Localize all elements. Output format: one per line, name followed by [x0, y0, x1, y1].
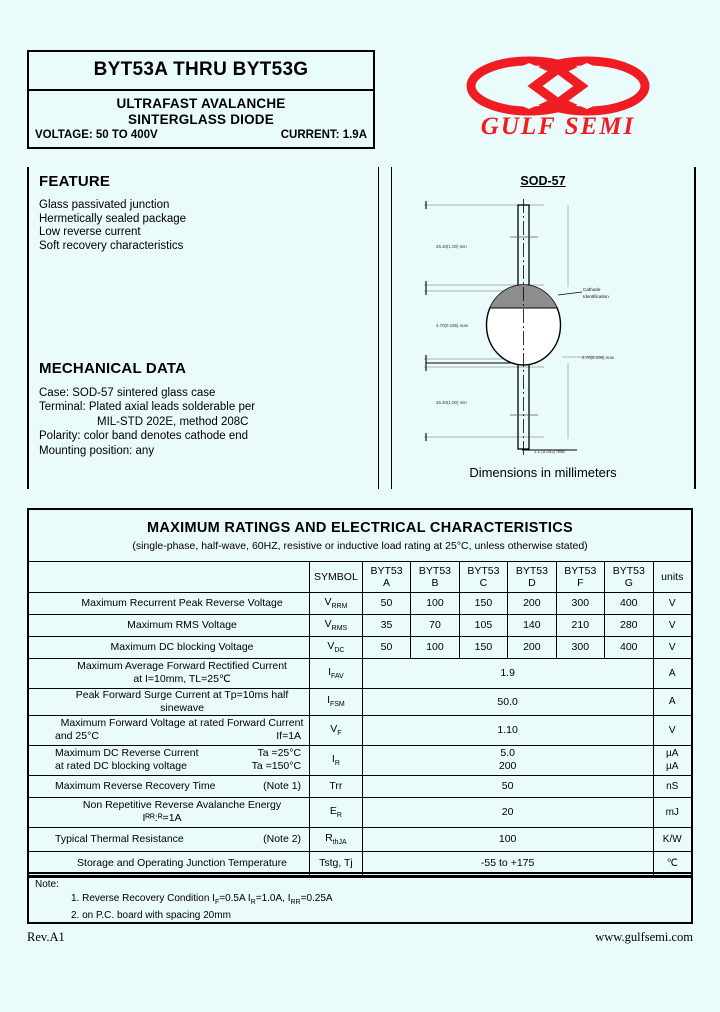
row-value: 150: [459, 636, 507, 658]
note-1-mid-2: =1.0A, I: [255, 892, 291, 904]
product-description: [29, 91, 373, 147]
symbol-base: I: [328, 665, 332, 678]
mechanical-item: Mounting position: any: [39, 444, 155, 457]
website-label[interactable]: www.gulfsemi.com: [595, 930, 693, 944]
col-part-a: [362, 562, 410, 592]
col-part-c-line2: C: [479, 576, 488, 589]
mechanical-item: Case: SOD-57 sintered glass case: [39, 387, 216, 399]
row-parameter-condition: If=1A: [276, 730, 302, 742]
row-value: 100: [411, 636, 459, 658]
row-unit: V: [653, 715, 691, 745]
row-symbol: [310, 827, 363, 851]
col-part-b-line2: B: [431, 576, 439, 589]
row-parameter-line1: Maximum DC Reverse Current: [55, 747, 199, 759]
row-symbol: [310, 797, 363, 827]
feature-item: Low reverse current: [39, 226, 141, 239]
col-part-a-line1: BYT53: [370, 564, 403, 577]
col-part-f-line2: F: [577, 576, 584, 589]
row-parameter-condition: Iᴿᴿ:ᴿ=1A: [142, 812, 182, 824]
row-value: 105: [459, 614, 507, 636]
notes-heading: Note:: [35, 879, 59, 890]
symbol-sub: RMS: [331, 625, 348, 633]
col-part-g-line1: BYT53: [612, 564, 645, 577]
feature-item: Soft recovery characteristics: [39, 239, 184, 252]
col-part-d: [508, 562, 556, 592]
symbol-base: E: [329, 804, 337, 817]
ratings-table-block: [27, 508, 693, 878]
table-row: [29, 614, 691, 636]
page-footer: [27, 930, 693, 945]
row-parameter: [29, 658, 310, 688]
row-value: 140: [508, 614, 556, 636]
mechanical-item: Polarity: color band denotes cathode end: [39, 430, 249, 443]
mechanical-data-list: [39, 386, 255, 458]
row-unit: [653, 745, 691, 775]
mid-section-right-border: [694, 167, 696, 489]
row-value: 400: [605, 592, 653, 614]
package-drawing-section: [392, 167, 694, 489]
symbol-sub: DC: [334, 647, 345, 655]
row-unit: V: [653, 636, 691, 658]
row-parameter: [29, 715, 310, 745]
col-part-b-line1: BYT53: [418, 564, 452, 577]
row-parameter-line2: at rated DC blocking voltage: [55, 760, 187, 772]
row-parameter-group: [55, 833, 309, 846]
note-1-sub-3: RR: [290, 898, 301, 906]
dim-lead-top-text: 25.40(1.00) min: [436, 244, 467, 249]
cathode-identification-label-line1: Cathode: [583, 287, 601, 292]
row-unit-2: µA: [666, 761, 679, 772]
col-part-g-line2: G: [624, 576, 633, 589]
row-parameter-line2: at I=10mm, TL=25℃: [133, 673, 231, 685]
mid-section: [27, 167, 695, 489]
row-symbol: [310, 745, 363, 775]
feature-list: [39, 199, 186, 253]
row-parameter-line1: Maximum Average Forward Rectified Current: [77, 660, 287, 672]
table-header-row: [29, 562, 691, 592]
row-parameter-line2-group: [55, 760, 309, 773]
feature-section: [39, 173, 186, 253]
dim-lead-bottom-text: 25.40(1.00) min: [436, 400, 467, 405]
company-logo: [452, 55, 664, 155]
note-item-2: 2. on P.C. board with spacing 20mm: [71, 910, 231, 921]
row-parameter-note: (Note 1): [263, 779, 302, 792]
note-1-sub-2: R: [250, 898, 256, 906]
row-value: 210: [556, 614, 604, 636]
row-value-span: 1.10: [362, 715, 653, 745]
description-line-2: SINTERGLASS DIODE: [128, 112, 274, 127]
ratings-header: [29, 510, 691, 562]
row-unit: nS: [653, 775, 691, 797]
row-unit: A: [653, 658, 691, 688]
mechanical-data-section: [39, 360, 255, 458]
row-unit: K/W: [653, 827, 691, 851]
table-row: [29, 745, 691, 775]
col-part-f: [556, 562, 604, 592]
row-parameter-text: Typical Thermal Resistance: [55, 832, 184, 845]
current-spec: CURRENT: 1.9A: [280, 129, 367, 141]
row-value-span: 100: [362, 827, 653, 851]
row-unit: V: [653, 592, 691, 614]
row-parameter-line1: Maximum Forward Voltage at rated Forward Current: [60, 717, 304, 729]
dim-body-length-text: 4.70(0.185) max: [436, 323, 468, 328]
row-value: 300: [556, 636, 604, 658]
symbol-sub: FSM: [329, 701, 345, 709]
symbol-sub: F: [337, 730, 342, 738]
revision-label: Rev.A1: [27, 930, 65, 944]
symbol-base: V: [330, 722, 338, 735]
description-line-1: ULTRAFAST AVALANCHE: [116, 96, 286, 111]
row-parameter-line2: and 25°C: [55, 730, 99, 742]
col-part-g: [605, 562, 653, 592]
mechanical-data-heading: MECHANICAL DATA: [39, 360, 187, 377]
row-value: 200: [508, 592, 556, 614]
col-part-c-line1: BYT53: [467, 564, 500, 577]
row-unit: ℃: [653, 851, 691, 875]
row-parameter-line1: Non Repetitive Reverse Avalanche Energy: [82, 799, 282, 811]
row-parameter: Peak Forward Surge Current at Tp=10ms half sinewave: [29, 688, 310, 715]
col-part-f-line1: BYT53: [564, 564, 597, 577]
row-parameter: Maximum DC blocking Voltage: [29, 636, 310, 658]
row-value-1: 5.0: [500, 747, 515, 759]
row-value-span: -55 to +175: [362, 851, 653, 875]
logo-text: GULF SEMI: [480, 113, 636, 140]
row-value: 400: [605, 636, 653, 658]
symbol-base: V: [324, 595, 332, 608]
note-1-end: =0.25A: [300, 892, 333, 904]
table-row: [29, 715, 691, 745]
row-value-span: 50.0: [362, 688, 653, 715]
col-parameter: [29, 562, 310, 592]
row-value-span: 1.9: [362, 658, 653, 688]
dim-body-diameter-text: 2.70(0.106) max: [582, 355, 614, 360]
row-value: 50: [362, 636, 410, 658]
ratings-title: MAXIMUM RATINGS AND ELECTRICAL CHARACTERISTICS: [147, 520, 573, 536]
note-1-mid-1: =0.5A I: [219, 892, 251, 904]
symbol-base: V: [327, 639, 335, 652]
table-row: [29, 775, 691, 797]
row-unit: A: [653, 688, 691, 715]
row-value: 50: [362, 592, 410, 614]
row-parameter-group: [55, 780, 309, 793]
row-value: 300: [556, 592, 604, 614]
note-1-sub-1: F: [214, 898, 220, 906]
sod-57-outline-drawing: [392, 191, 694, 463]
row-value-span: [362, 745, 653, 775]
title-box: [27, 50, 375, 149]
row-parameter: [29, 775, 310, 797]
col-symbol: SYMBOL: [310, 562, 363, 592]
row-parameter: Maximum Recurrent Peak Reverse Voltage: [29, 592, 310, 614]
col-part-c: [459, 562, 507, 592]
row-unit: mJ: [653, 797, 691, 827]
row-parameter: [29, 745, 310, 775]
row-value-span: 50: [362, 775, 653, 797]
row-unit: V: [653, 614, 691, 636]
symbol-base: I: [327, 694, 330, 707]
row-parameter-line1-group: [55, 747, 309, 760]
row-symbol: [310, 658, 363, 688]
symbol-sub: RRM: [331, 603, 348, 611]
table-row: [29, 797, 691, 827]
col-part-b: [411, 562, 459, 592]
row-symbol: [310, 592, 363, 614]
row-symbol: [310, 636, 363, 658]
title-block: [27, 50, 375, 149]
row-parameter-line2-group: [55, 730, 309, 743]
electrical-characteristics-table: [29, 562, 691, 876]
table-row: [29, 592, 691, 614]
row-parameter: [29, 827, 310, 851]
note-item-1: [35, 892, 691, 910]
row-parameter-text: Maximum Reverse Recovery Time: [55, 779, 216, 792]
mechanical-item: MIL-STD 202E, method 208C: [97, 415, 249, 428]
row-symbol: Trr: [310, 775, 363, 797]
ratings-condition: (single-phase, half-wave, 60HZ, resistive or inductive load rating at 25°C, unless otherwise stated): [132, 540, 588, 552]
feature-item: Glass passivated junction: [39, 199, 170, 211]
symbol-sub: FAV: [331, 673, 344, 681]
row-parameter-note: (Note 2): [263, 832, 302, 845]
row-symbol: Tstg, Tj: [310, 851, 363, 875]
notes-block: [27, 872, 693, 924]
symbol-base: I: [331, 752, 335, 765]
mechanical-item: Terminal: Plated axial leads solderable per: [39, 401, 256, 414]
row-symbol: [310, 688, 363, 715]
row-value: 70: [411, 614, 459, 636]
cathode-identification-label-line2: Identification: [583, 294, 609, 299]
row-unit-1: µA: [666, 748, 679, 759]
row-symbol: [310, 715, 363, 745]
symbol-sub: thJA: [332, 839, 347, 847]
symbol-base: V: [324, 617, 332, 630]
note-1-pre: 1. Reverse Recovery Condition I: [71, 892, 215, 904]
row-parameter-condition-2: Ta =150°C: [251, 760, 302, 772]
table-row: [29, 688, 691, 715]
table-row: [29, 658, 691, 688]
package-type-label: SOD-57: [520, 174, 566, 188]
voltage-spec: VOLTAGE: 50 TO 400V: [35, 129, 158, 141]
col-part-a-line2: A: [383, 576, 391, 589]
col-units: units: [653, 562, 691, 592]
row-value-span: 20: [362, 797, 653, 827]
section-divider-left: [378, 167, 379, 489]
row-value: 150: [459, 592, 507, 614]
feature-item: Hermetically sealed package: [39, 212, 187, 225]
row-parameter-condition-1: Ta =25°C: [257, 747, 302, 759]
row-symbol: [310, 614, 363, 636]
row-parameter: [29, 797, 310, 827]
col-part-d-line2: D: [528, 576, 536, 589]
symbol-base: R: [325, 831, 333, 844]
feature-heading: FEATURE: [39, 173, 111, 190]
dimensions-caption: Dimensions in millimeters: [469, 465, 617, 480]
part-range-title: BYT53A THRU BYT53G: [29, 52, 373, 91]
row-parameter: Maximum RMS Voltage: [29, 614, 310, 636]
row-parameter: Storage and Operating Junction Temperature: [29, 851, 310, 875]
dim-lead-diameter-text: 1.1 (0.042) max: [534, 449, 565, 454]
row-value: 100: [411, 592, 459, 614]
table-row: [29, 636, 691, 658]
gulf-semi-emblem-icon: [463, 55, 653, 117]
col-part-d-line1: BYT53: [515, 564, 548, 577]
row-value: 280: [605, 614, 653, 636]
symbol-sub: R: [334, 760, 340, 768]
row-value: 35: [362, 614, 410, 636]
table-row: [29, 827, 691, 851]
row-value: 200: [508, 636, 556, 658]
row-value-2: 200: [498, 760, 517, 772]
symbol-sub: R: [336, 812, 342, 820]
spec-summary: [29, 128, 373, 143]
